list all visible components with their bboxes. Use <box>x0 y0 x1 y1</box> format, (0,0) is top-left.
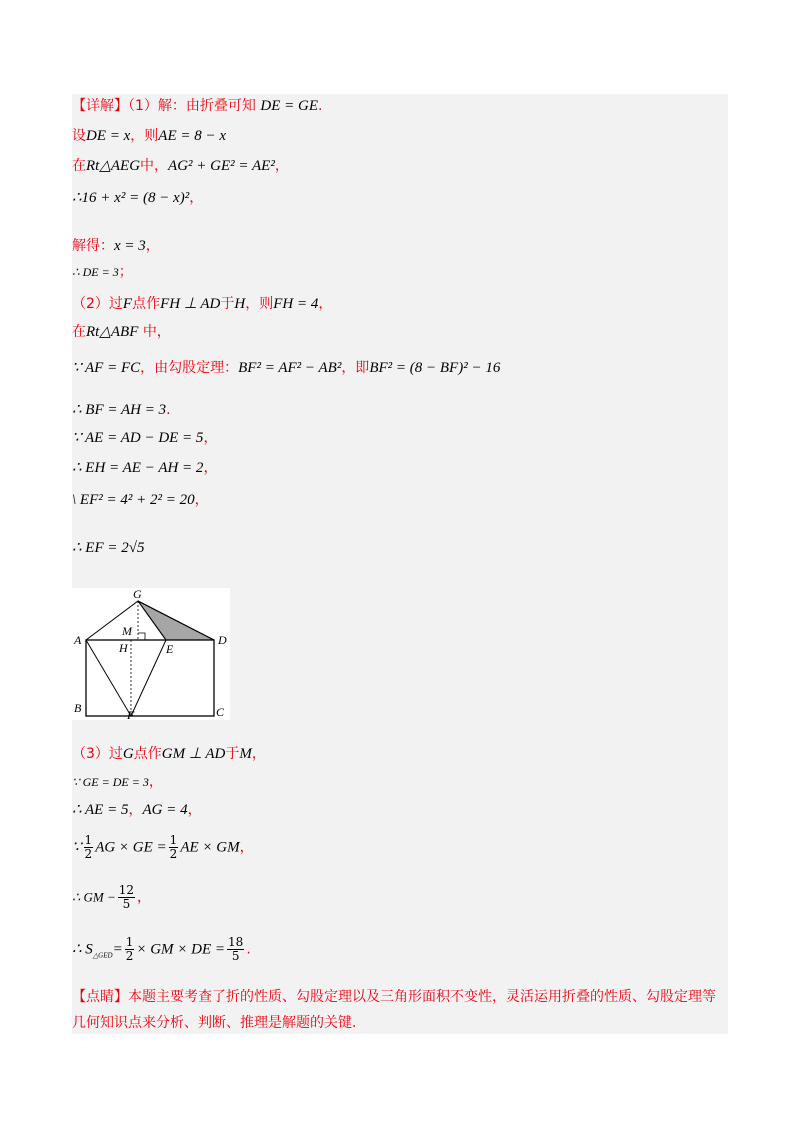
eq-de-ge: DE = GE <box>260 98 318 114</box>
line-ef <box>131 640 166 716</box>
s-num: 18 <box>228 935 244 949</box>
p3-label: （3）过 <box>72 746 123 762</box>
label-f: F <box>127 708 135 720</box>
gm-den: 5 <box>122 897 131 911</box>
p2-at: 于 <box>220 296 235 312</box>
label-b: B <box>74 701 82 715</box>
line-de: ∴ DE = 3； <box>72 264 133 280</box>
p2-then: ，则 <box>245 296 274 312</box>
line-ae: ∵ AE = AD − DE = 5， <box>72 430 218 446</box>
rt-triangle: Rt△AEG <box>86 158 141 174</box>
label-g: G <box>133 588 142 601</box>
pyth-label: ，由勾股定理： <box>140 360 239 376</box>
p3-mid: 点作 <box>133 746 162 762</box>
line-because-af <box>72 358 500 378</box>
rt-prefix: 在 <box>72 158 86 174</box>
gm-num: 12 <box>118 883 135 897</box>
line-bf: ∴ BF = AH = 3. <box>72 402 171 418</box>
p2-mid: 点作 <box>132 296 161 312</box>
s-expr: × GM × DE = <box>136 941 226 958</box>
label-e: E <box>166 642 174 656</box>
point-m: M <box>239 746 252 762</box>
fh-perp: FH ⊥ AD <box>160 296 221 312</box>
ji: ，即 <box>341 360 370 376</box>
solution-panel <box>72 94 728 1034</box>
ag4: AG = 4 <box>142 802 188 818</box>
solve-value: x = 3 <box>114 238 146 254</box>
note-text: 本题主要考查了折的性质、勾股定理以及三角形面积不变性，灵活运用折叠的性质、勾股定理等几何知识点来分析、判断、推理是解题的关键. <box>72 989 716 1031</box>
line-solve: 解得：x = 3， <box>72 238 160 254</box>
line-ge: ∵ GE = DE = 3， <box>72 774 163 790</box>
bf-pyth: BF² = AF² − AB² <box>238 360 342 376</box>
frac-num: 1 <box>169 833 178 847</box>
in-label: 在 <box>72 324 86 340</box>
geometry-figure <box>72 588 230 720</box>
ef-value: ∴ EF = 2√5 <box>72 540 145 556</box>
zhong: 中， <box>142 324 171 340</box>
ae-expr: AE = 8 − x <box>158 128 227 144</box>
p3-at: 于 <box>225 746 240 762</box>
p1-label: （1）解：由折叠可知 <box>128 98 256 114</box>
frac-num: 1 <box>84 833 93 847</box>
gm-fraction <box>118 884 135 911</box>
ae-value: ∵ AE = AD − DE = 5 <box>72 430 204 446</box>
rt-mid: 中， <box>140 158 169 174</box>
bf-pyth2: BF² = (8 − BF)² − 16 <box>369 360 501 376</box>
line-p2-intro: （2）过F点作FH ⊥ AD于H，则FH = 4， <box>72 296 333 312</box>
frac-num: 1 <box>125 935 134 949</box>
line-rt: 在Rt△AEG中，AG² + GE² = AE²， <box>72 158 289 174</box>
frac-den: 2 <box>84 847 93 861</box>
de-conclusion: ∴ DE = 3 <box>72 265 119 279</box>
line-area: ∵ $\frac{1}{2}$ AG × GE = $\frac{1}{2}$ AE × GM， <box>72 833 254 861</box>
line-area-ged: ∴ $S_{\triangle GED}=$ $\frac{1}{2}$ × GM × DE = $\frac{18}{5}$ . <box>72 935 251 963</box>
then-word: ，则 <box>130 128 159 144</box>
because-sym: ∵ <box>72 839 82 856</box>
gm-pre: ∴ GM − <box>72 889 116 905</box>
ae5: ∴ AE = 5 <box>72 802 129 818</box>
point-f: F <box>122 296 133 312</box>
label-m: M <box>122 624 132 638</box>
note-tag: 【点睛】 <box>72 989 128 1005</box>
line-ef2: \ EF² = 4² + 2² = 20， <box>72 492 209 508</box>
area-b: AE × GM <box>180 839 240 856</box>
ge-value: ∵ GE = DE = 3 <box>72 775 149 789</box>
let-prefix: 设 <box>72 128 86 144</box>
label-c: C <box>216 705 225 719</box>
eq1: ∴16 + x² = (8 − x)² <box>72 190 190 206</box>
s-sub: △GED <box>92 951 113 960</box>
note-block <box>72 984 728 1036</box>
point-h: H <box>234 296 246 312</box>
p2-label: （2）过 <box>72 296 123 312</box>
line-eh: ∴ EH = AE − AH = 2， <box>72 460 218 476</box>
area-a: AG × GE = <box>95 839 167 856</box>
af-fc: ∵ AF = FC <box>72 360 141 376</box>
half-fraction-1 <box>84 834 94 861</box>
line-rt-abf <box>72 322 171 342</box>
label-a: A <box>74 633 82 647</box>
point-g: G <box>122 746 134 762</box>
s-eq: = <box>112 941 123 958</box>
header-tag: 【详解】 <box>72 98 128 114</box>
line-p3-intro: （3）过G点作GM ⊥ AD于M， <box>72 746 266 762</box>
half-fraction-2 <box>169 834 179 861</box>
rt-abf: Rt△ABF <box>86 324 139 340</box>
s-fraction <box>227 936 244 963</box>
line-p1-intro: 【详解】（1）解：由折叠可知 DE = GE. <box>72 98 323 114</box>
line-let <box>72 126 226 146</box>
line-ef <box>72 538 144 558</box>
label-h: H <box>119 641 128 655</box>
frac-den: 2 <box>169 847 178 861</box>
bf-value: ∴ BF = AH = 3 <box>72 402 167 418</box>
line-gm: ∴ GM − $\frac{12}{5}$ ， <box>72 883 152 911</box>
rectangle-abcd <box>86 640 214 716</box>
fh-value: FH = 4 <box>273 296 319 312</box>
line-ae-ag: ∴ AE = 5，AG = 4， <box>72 802 202 818</box>
eh-value: ∴ EH = AE − AH = 2 <box>72 460 204 476</box>
ef-squared: \ EF² = 4² + 2² = 20 <box>72 492 195 508</box>
label-d: D <box>218 633 227 647</box>
right-angle-mark <box>138 633 145 640</box>
frac-den: 2 <box>125 949 134 963</box>
line-eq1: ∴16 + x² = (8 − x)²， <box>72 190 204 206</box>
solve-label: 解得： <box>72 238 114 254</box>
half-fraction-3 <box>125 936 135 963</box>
pyth-eq: AG² + GE² = AE² <box>168 158 275 174</box>
s-den: 5 <box>231 949 240 963</box>
let-expr: DE = x <box>86 128 131 144</box>
s-pre: ∴ S <box>72 941 93 958</box>
gm-perp: GM ⊥ AD <box>161 746 226 762</box>
figure-svg <box>72 588 230 720</box>
